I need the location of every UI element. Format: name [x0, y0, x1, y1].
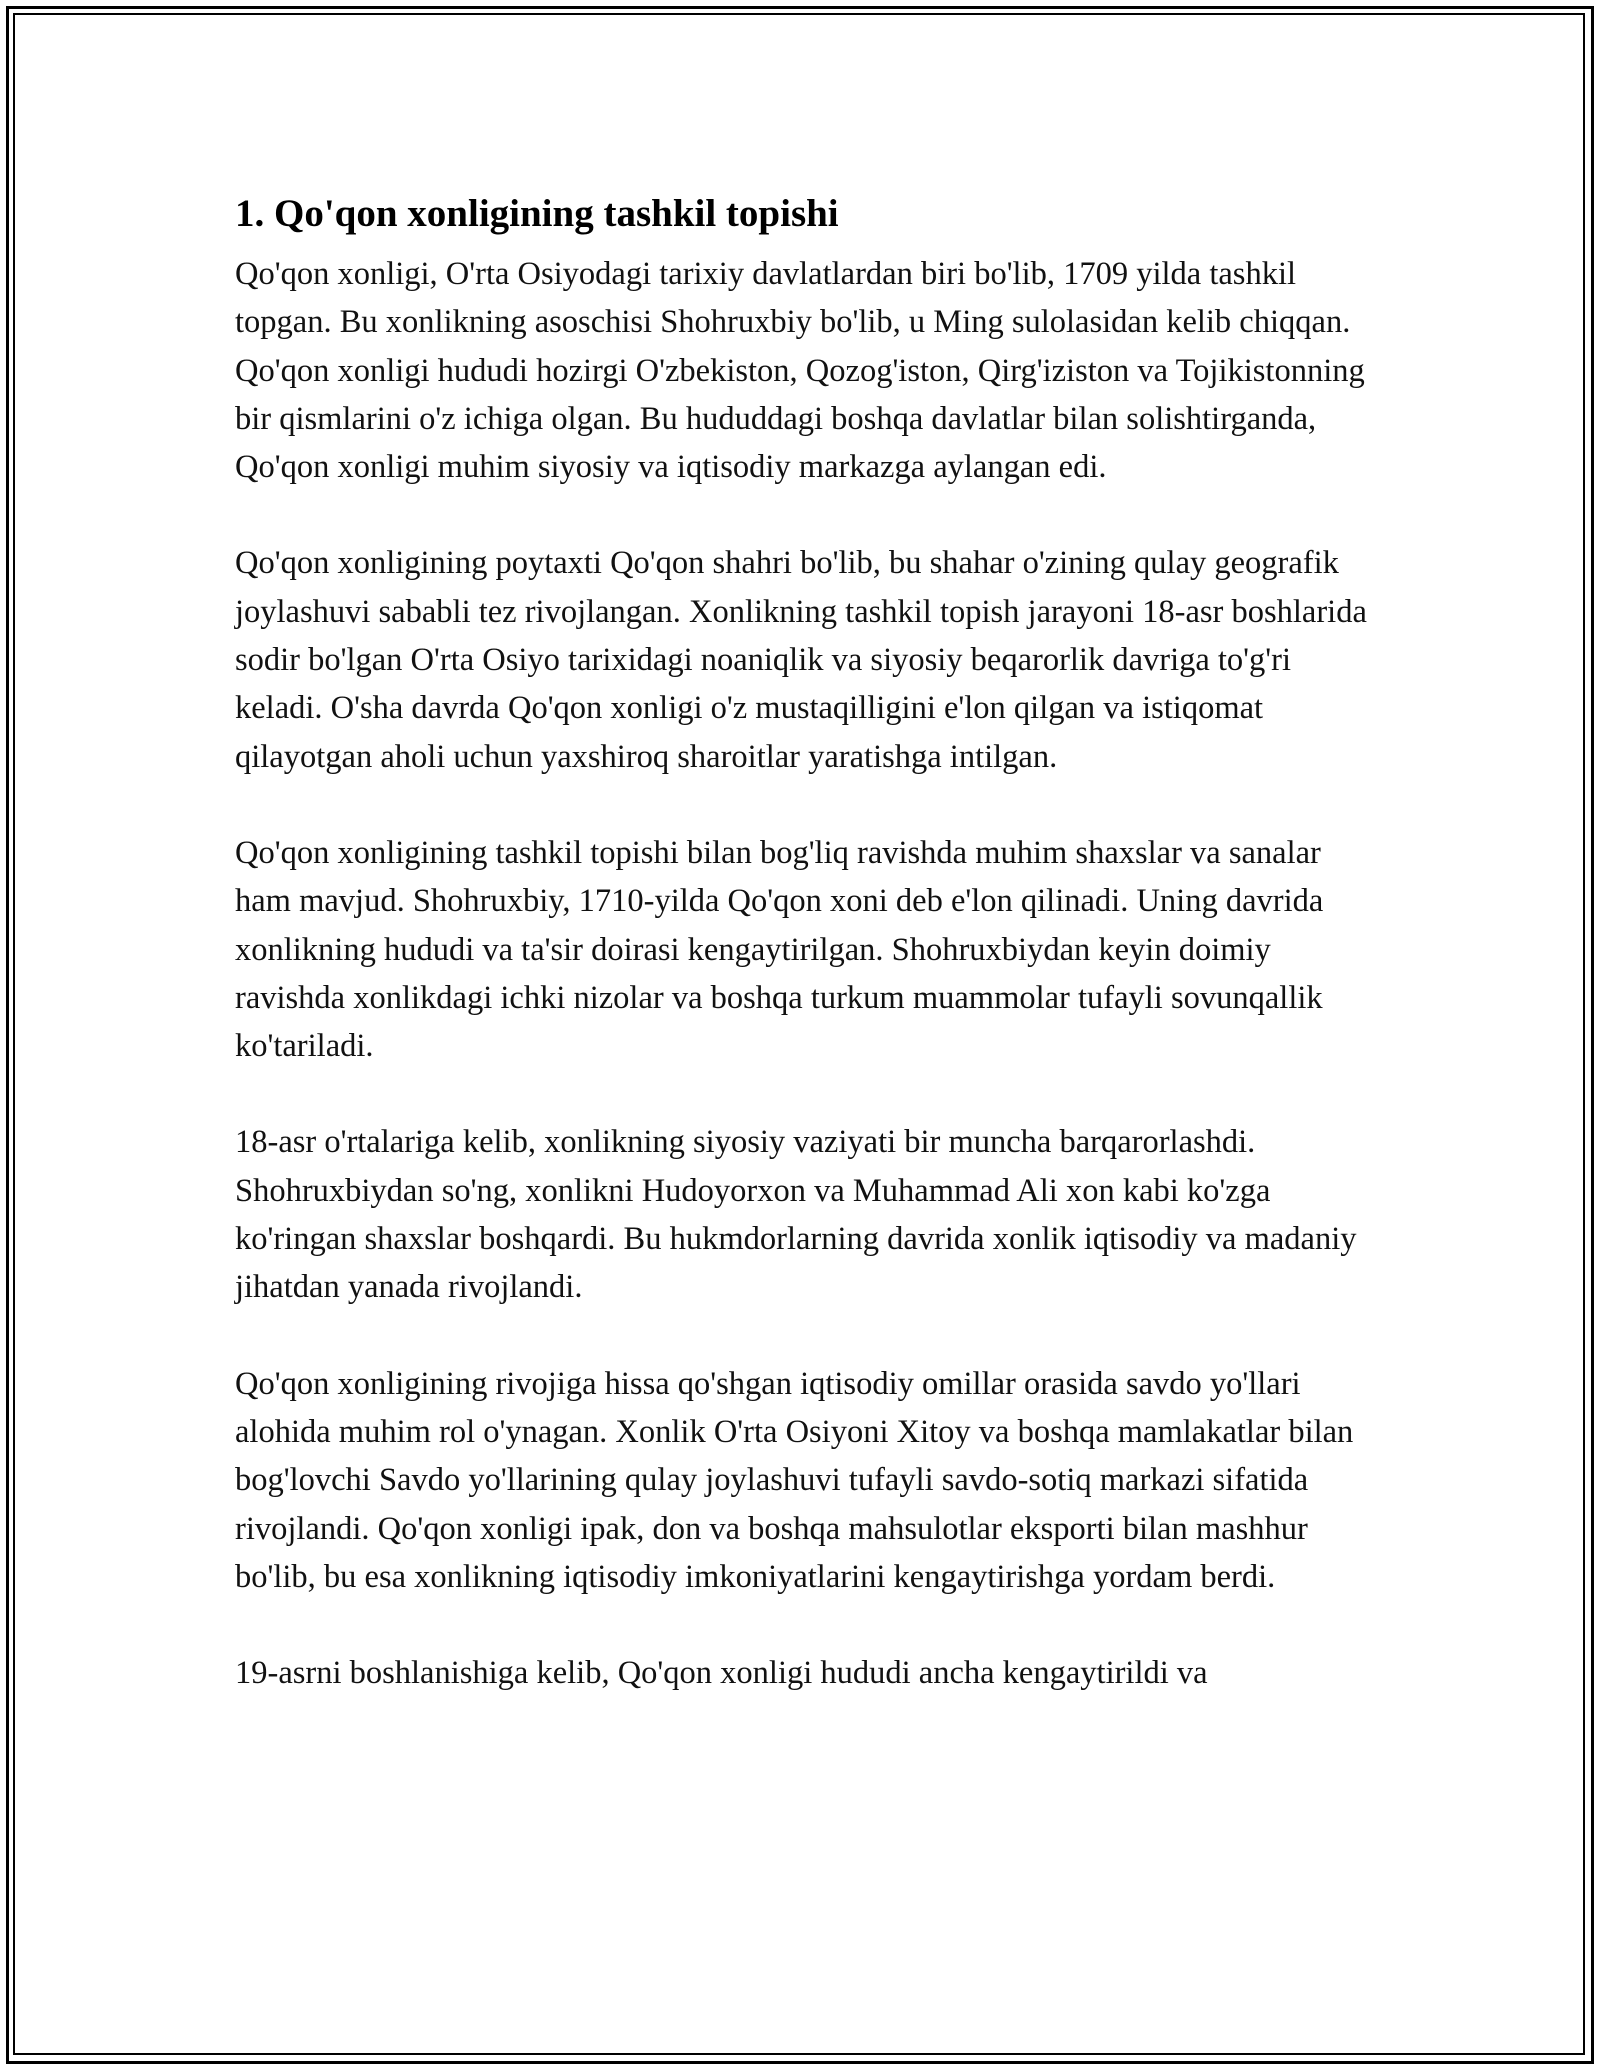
paragraph-2: Qo'qon xonligining poytaxti Qo'qon shahri bo'lib, bu shahar o'zining qulay geografik joylashuvi sababli tez rivojlangan. Xonlikning tashkil topish jarayoni 18-asr boshlarida sodir bo'lgan O'rta Osiyo tarixidagi noaniqlik va siyosiy beqarorlik davriga to'g'ri keladi. O'sha davrda Qo'qon xonligi o'z mustaqilligini e'lon qilgan va istiqomat qilayotgan aholi uchun yaxshiroq sharoitlar yaratishga intilgan.	[235, 545, 1367, 775]
paragraph-5: Qo'qon xonligining rivojiga hissa qo'shgan iqtisodiy omillar orasida savdo yo'llari alohida muhim rol o'ynagan. Xonlik O'rta Osiyoni Xitoy va boshqa mamlakatlar bilan bog'lovchi Savdo yo'llarining qulay joylashuvi tufayli savdo-sotiq markazi sifatida rivojlandi. Qo'qon xonligi ipak, don va boshqa mahsulotlar eksporti bilan mashhur bo'lib, bu esa xonlikning iqtisodiy imkoniyatlarini kengaytirishga yordam berdi.	[235, 1365, 1354, 1595]
paragraph-6: 19-asrni boshlanishiga kelib, Qo'qon xonligi hududi ancha kengaytirildi va	[235, 1655, 1208, 1692]
document-body	[235, 186, 1375, 1697]
section-heading: 1. Qo'qon xonligining tashkil topishi	[235, 192, 839, 235]
paragraph-3: Qo'qon xonligining tashkil topishi bilan bog'liq ravishda muhim shaxslar va sanalar ham mavjud. Shohruxbiy, 1710-yilda Qo'qon xoni deb e'lon qilinadi. Uning davrida xonlikning hududi va ta'sir doirasi kengaytirilgan. Shohruxbiydan keyin doimiy ravishda xonlikdagi ichki nizolar va boshqa turkum muammolar tufayli sovunqallik ko'tariladi.	[235, 834, 1324, 1065]
paragraph-4: 18-asr o'rtalariga kelib, xonlikning siyosiy vaziyati bir muncha barqarorlashdi. Shohruxbiydan so'ng, xonlikni Hudoyorxon va Muhammad Ali xon kabi ko'zga ko'ringan shaxslar boshqardi. Bu hukmdorlarning davrida xonlik iqtisodiy va madaniy jihatdan yanada rivojlandi.	[235, 1124, 1357, 1306]
paragraph-1: Qo'qon xonligi, O'rta Osiyodagi tarixiy davlatlardan biri bo'lib, 1709 yilda tashkil topgan. Bu xonlikning asoschisi Shohruxbiy bo'lib, u Ming sulolasidan kelib chiqqan. Qo'qon xonligi hududi hozirgi O'zbekiston, Qozog'iston, Qirg'iziston va Tojikistonning bir qismlarini o'z ichiga olgan. Bu hududdagi boshqa davlatlar bilan solishtirganda, Qo'qon xonligi muhim siyosiy va iqtisodiy markazga aylangan edi.	[235, 256, 1365, 486]
